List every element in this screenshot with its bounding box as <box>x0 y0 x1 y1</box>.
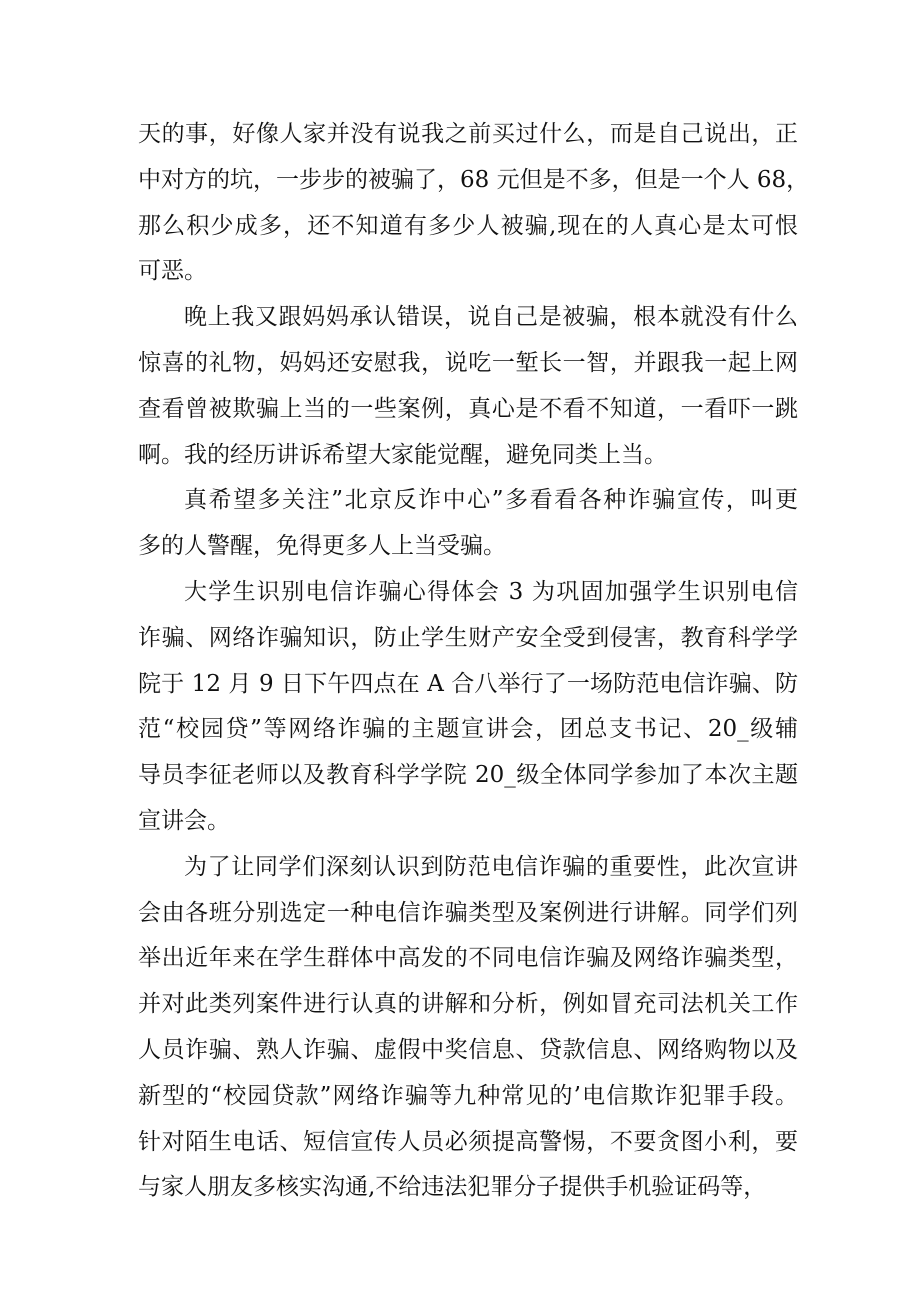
text-line: 导员李征老师以及教育科学学院 20_级全体同学参加了本次主题 <box>138 762 798 789</box>
text-line: 针对陌生电话、短信宣传人员必须提高警惕，不要贪图小利，要 <box>138 1128 798 1155</box>
text-line: 人员诈骗、熟人诈骗、虚假中奖信息、贷款信息、网络购物以及 <box>138 1036 798 1063</box>
text-line: 多的人警醒，免得更多人上当受骗。 <box>138 533 506 560</box>
text-line: 范“校园贷”等网络诈骗的主题宣讲会，团总支书记、20_级辅 <box>138 716 798 743</box>
text-line: 举出近年来在学生群体中高发的不同电信诈骗及网络诈骗类型， <box>138 945 798 972</box>
text-line: 惊喜的礼物，妈妈还安慰我，说吃一堑长一智，并跟我一起上网 <box>138 349 798 376</box>
text-line: 大学生识别电信诈骗心得体会 3 为巩固加强学生识别电信 <box>184 578 798 605</box>
text-line: 新型的“校园贷款”网络诈骗等九种常见的’电信欺诈犯罪手段。 <box>138 1082 798 1109</box>
text-line: 晚上我又跟妈妈承认错误，说自己是被骗，根本就没有什么 <box>184 304 798 331</box>
text-line: 查看曾被欺骗上当的一些案例，真心是不看不知道，一看吓一跳 <box>138 395 798 422</box>
text-line: 啊。我的经历讲诉希望大家能觉醒，避免同类上当。 <box>138 441 667 468</box>
text-line: 宣讲会。 <box>138 807 230 834</box>
text-line: 可恶。 <box>138 258 207 285</box>
text-line: 并对此类列案件进行认真的讲解和分析，例如冒充司法机关工作 <box>138 991 798 1018</box>
text-line: 诈骗、网络诈骗知识，防止学生财产安全受到侵害，教育科学学 <box>138 624 798 651</box>
text-line: 真希望多关注”北京反诈中心”多看看各种诈骗宣传，叫更 <box>184 487 798 514</box>
text-line: 为了让同学们深刻认识到防范电信诈骗的重要性，此次宣讲 <box>184 853 798 880</box>
text-line: 中对方的坑，一步步的被骗了，68 元但是不多，但是一个人 68， <box>138 166 810 193</box>
text-line: 那么积少成多，还不知道有多少人被骗,现在的人真心是太可恨 <box>138 212 798 239</box>
text-line: 与家人朋友多核实沟通,不给违法犯罪分子提供手机验证码等， <box>138 1174 767 1201</box>
text-line: 会由各班分别选定一种电信诈骗类型及案例进行讲解。同学们列 <box>138 899 798 926</box>
text-line: 院于 12 月 9 日下午四点在 A 合八举行了一场防范电信诈骗、防 <box>138 670 798 697</box>
text-line: 天的事，好像人家并没有说我之前买过什么，而是自己说出，正 <box>138 121 798 147</box>
body-text <box>138 112 810 1211</box>
